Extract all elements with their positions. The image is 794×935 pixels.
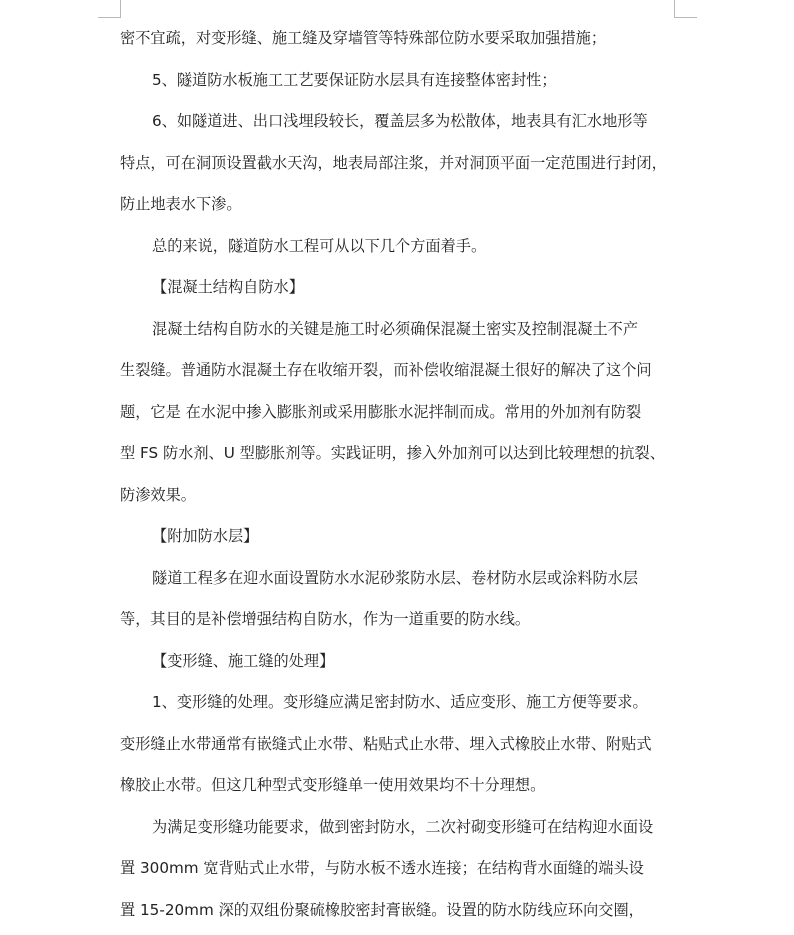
paragraph-summary — [120, 226, 685, 268]
text-line: 隧道工程多在迎水面设置防水水泥砂浆防水层、卷材防水层或涂料防水层 — [152, 568, 638, 587]
text-line: 1、变形缝的处理。变形缝应满足密封防水、适应变形、施工方便等要求。 — [152, 693, 648, 711]
crop-mark-top-left — [98, 0, 121, 18]
text-line: 特点，可在洞顶设置截水天沟，地表局部注浆，并对洞顶平面一定范围进行封闭， — [120, 153, 667, 172]
text-line: 防止地表水下渗。 — [120, 195, 242, 213]
text-line: 【变形缝、施工缝的处理】 — [152, 651, 335, 670]
text-line: 【混凝土结构自防水】 — [152, 278, 304, 296]
paragraph-joint-requirements — [120, 807, 685, 932]
paragraph-continuation — [120, 18, 685, 60]
text-line: 题，它是 在水泥中掺入膨胀剂或采用膨胀水泥拌制而成。常用的外加剂有防裂 — [120, 402, 642, 421]
text-line: 置 15-20mm 深的双组份聚硫橡胶密封膏嵌缝。设置的防水防线应环向交圈， — [120, 900, 644, 919]
text-line: 【附加防水层】 — [152, 527, 259, 545]
text-line: 型 FS 防水剂、U 型膨胀剂等。实践证明，掺入外加剂可以达到比较理想的抗裂、 — [120, 444, 665, 462]
crop-mark-top-right — [674, 0, 697, 18]
paragraph-concrete — [120, 309, 685, 517]
text-line: 变形缝止水带通常有嵌缝式止水带、粘贴式止水带、埋入式橡胶止水带、附贴式 — [120, 734, 652, 753]
text-line: 混凝土结构自防水的关键是施工时必须确保混凝土密实及控制混凝土不产 — [152, 319, 638, 338]
paragraph-item-5 — [120, 60, 685, 102]
text-line: 6、如隧道进、出口浅埋段较长，覆盖层多为松散体，地表具有汇水地形等 — [152, 112, 648, 130]
document-body — [120, 18, 685, 931]
text-line: 密不宜疏，对变形缝、施工缝及穿墙管等特殊部位防水要采取加强措施； — [120, 29, 606, 47]
text-line: 防渗效果。 — [120, 485, 196, 504]
section-heading-joints — [120, 641, 685, 683]
text-line: 置 300mm 宽背贴式止水带，与防水板不透水连接；在结构背水面缝的端头设 — [120, 859, 644, 877]
paragraph-deformation-joint — [120, 682, 685, 807]
text-line: 生裂缝。普通防水混凝土存在收缩开裂，而补偿收缩混凝土很好的解决了这个问 — [120, 361, 652, 379]
text-line: 等，其目的是补偿增强结构自防水，作为一道重要的防水线。 — [120, 610, 531, 628]
text-line: 橡胶止水带。但这几种型式变形缝单一使用效果均不十分理想。 — [120, 776, 546, 794]
paragraph-item-6 — [120, 101, 685, 226]
text-line: 5、隧道防水板施工工艺要保证防水层具有连接整体密封性； — [152, 70, 557, 89]
paragraph-additional-layer — [120, 558, 685, 641]
section-heading-concrete — [120, 267, 685, 309]
text-line: 总的来说，隧道防水工程可从以下几个方面着手。 — [152, 236, 487, 255]
text-line: 为满足变形缝功能要求，做到密封防水，二次衬砌变形缝可在结构迎水面设 — [152, 817, 654, 836]
section-heading-additional-layer — [120, 516, 685, 558]
